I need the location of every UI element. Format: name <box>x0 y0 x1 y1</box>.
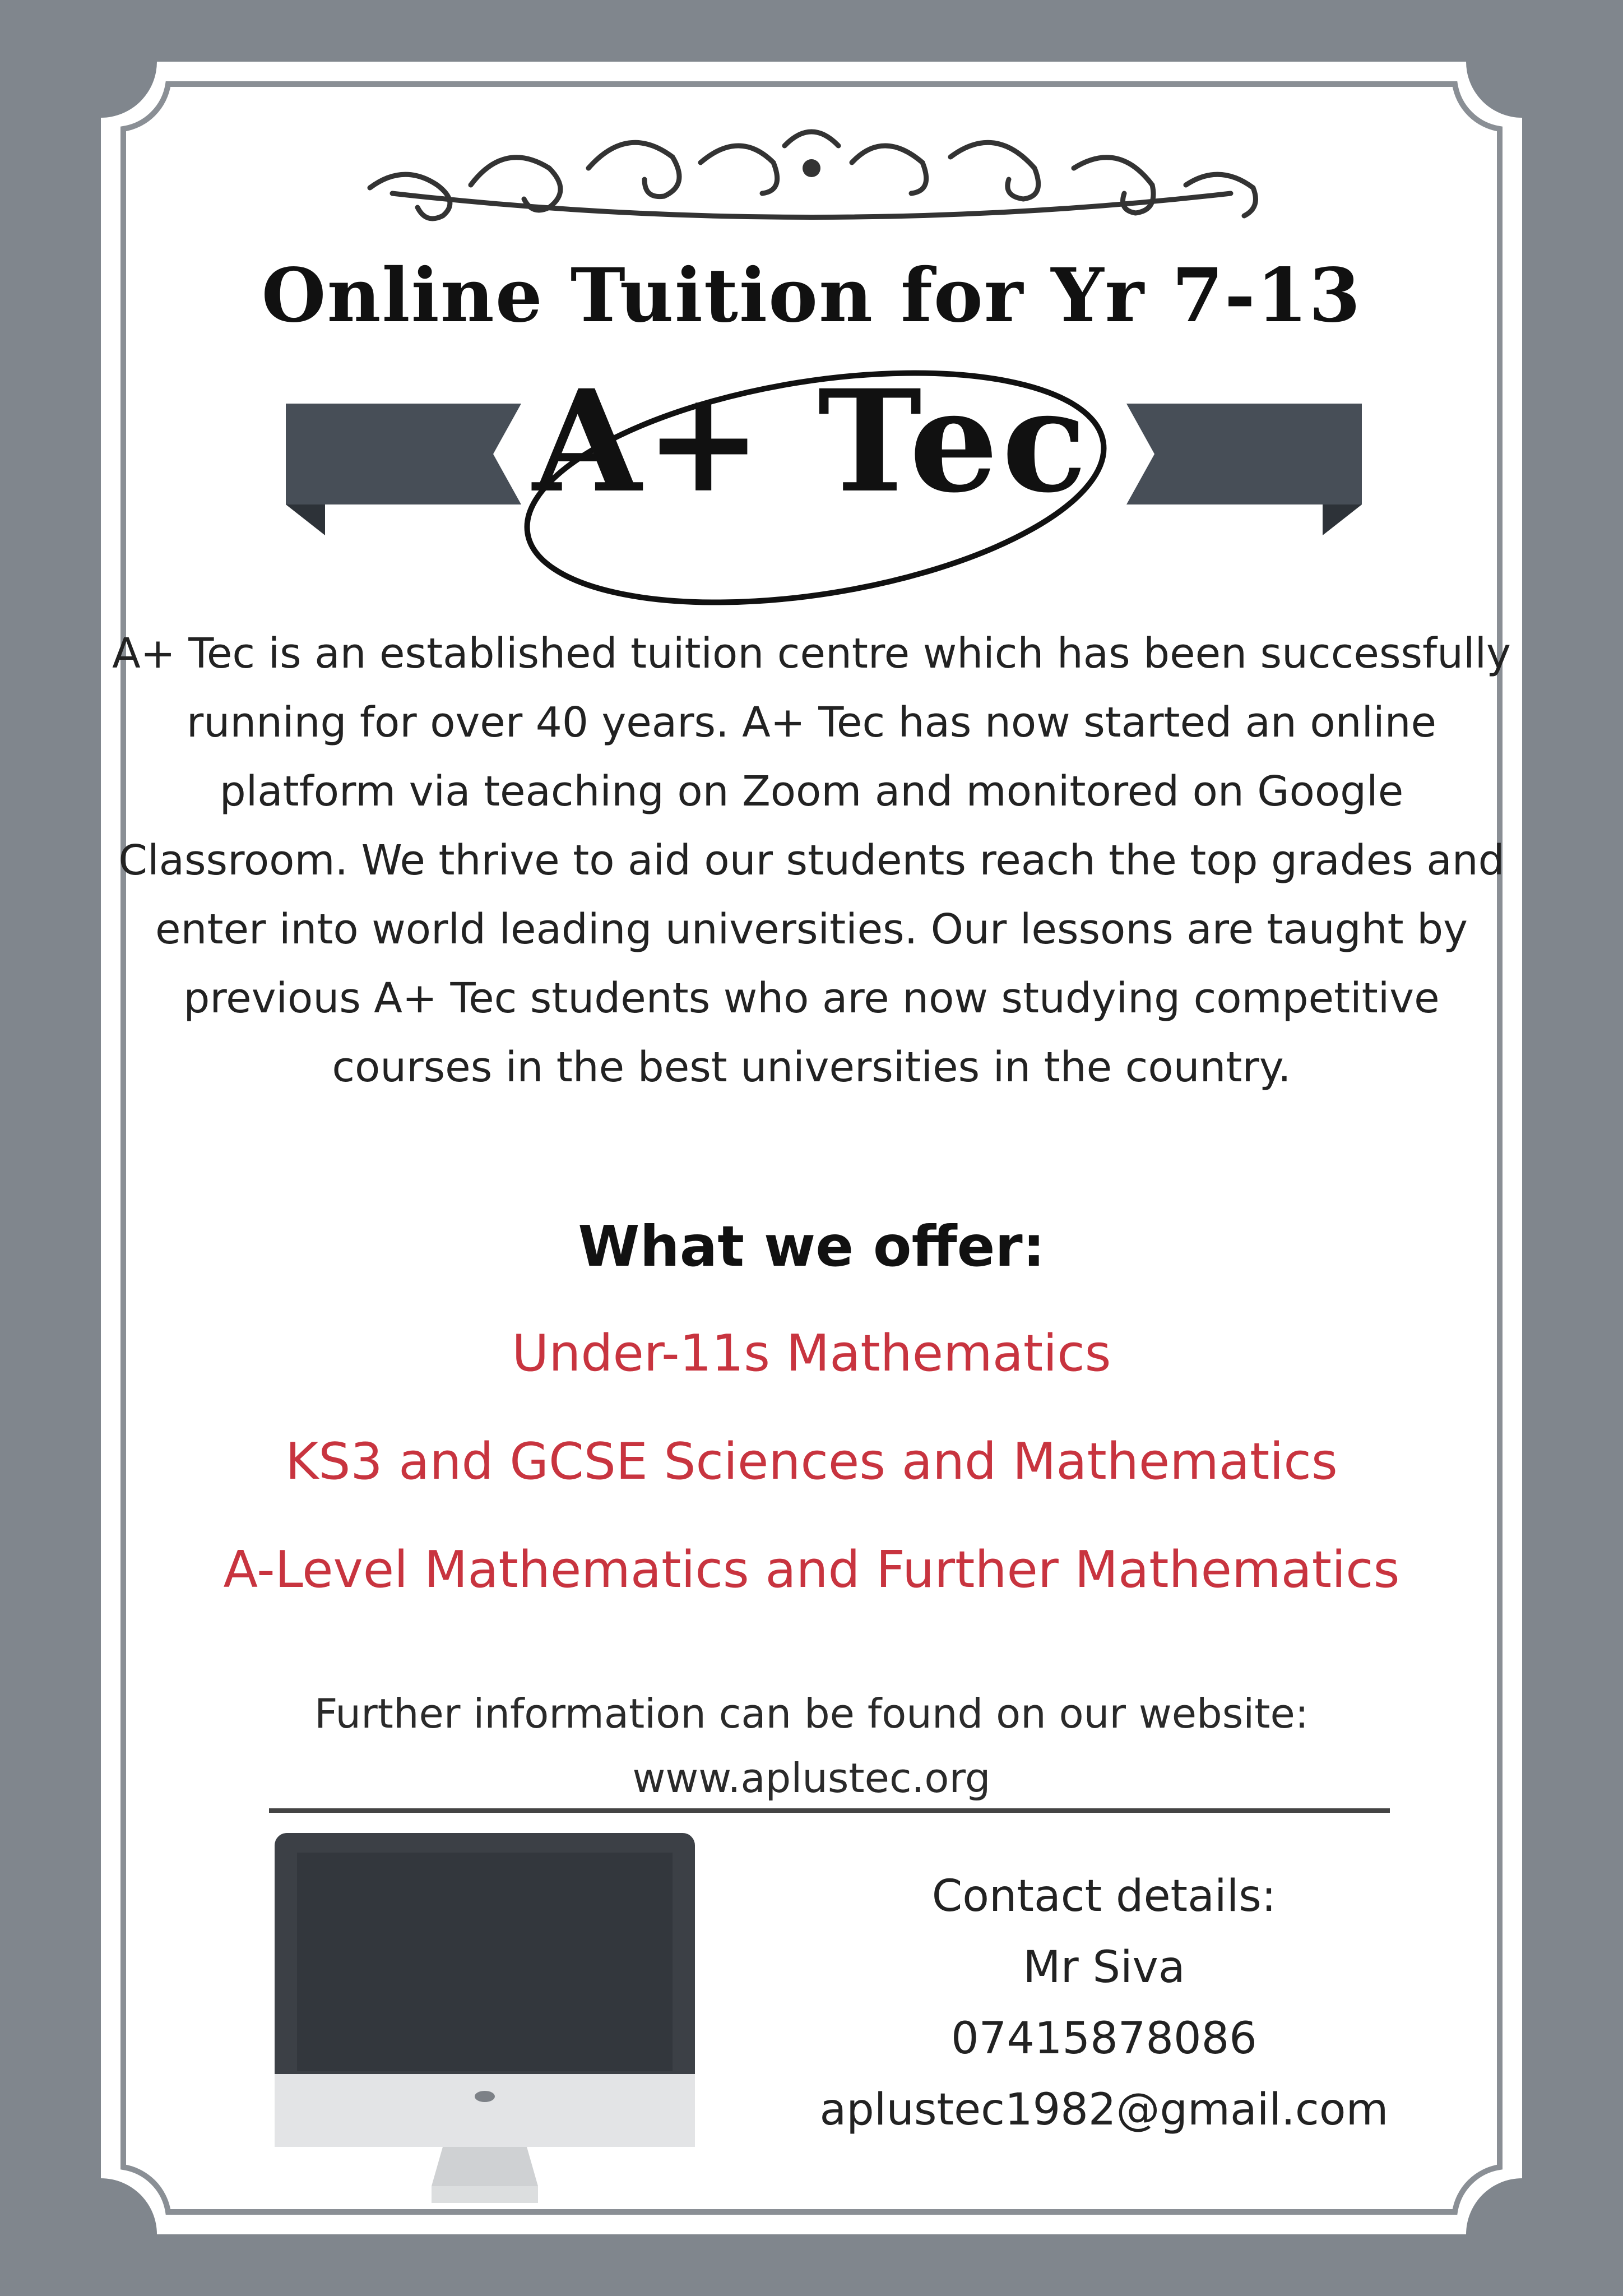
contact-heading: Contact details: <box>931 1871 1277 1922</box>
contact-email[interactable]: aplustec1982@gmail.com <box>819 2085 1389 2135</box>
contact-name: Mr Siva <box>1023 1942 1185 1993</box>
intro-paragraph: A+ Tec is an established tuition centre which has been successfully running for over 40 years. A+ Tec has now started an online platform via teaching on Zoom and monitored on Google Classroom. We thrive to aid our students reach the top grades and enter into world leading universities. Our lessons are taught by previous A+ Tec students who are now studying competitive courses in the best universities in the country. <box>112 629 1511 1091</box>
offer-item-under-11s: Under-11s Mathematics <box>512 1324 1111 1383</box>
info-text: Further information can be found on our website: <box>314 1690 1309 1737</box>
contact-block <box>773 1861 1435 2146</box>
website-link[interactable]: www.aplustec.org <box>632 1755 991 1802</box>
brand-logo: A+ Tec <box>532 359 1091 524</box>
offer-item-a-level: A-Level Mathematics and Further Mathematics <box>223 1540 1400 1599</box>
contact-phone[interactable]: 07415878086 <box>951 2013 1257 2064</box>
offer-item-ks3-gcse: KS3 and GCSE Sciences and Mathematics <box>285 1432 1338 1491</box>
offer-heading: What we offer: <box>578 1214 1045 1279</box>
page-title: Online Tuition for Yr 7-13 <box>261 252 1362 339</box>
offer-list <box>0 1320 1623 1645</box>
